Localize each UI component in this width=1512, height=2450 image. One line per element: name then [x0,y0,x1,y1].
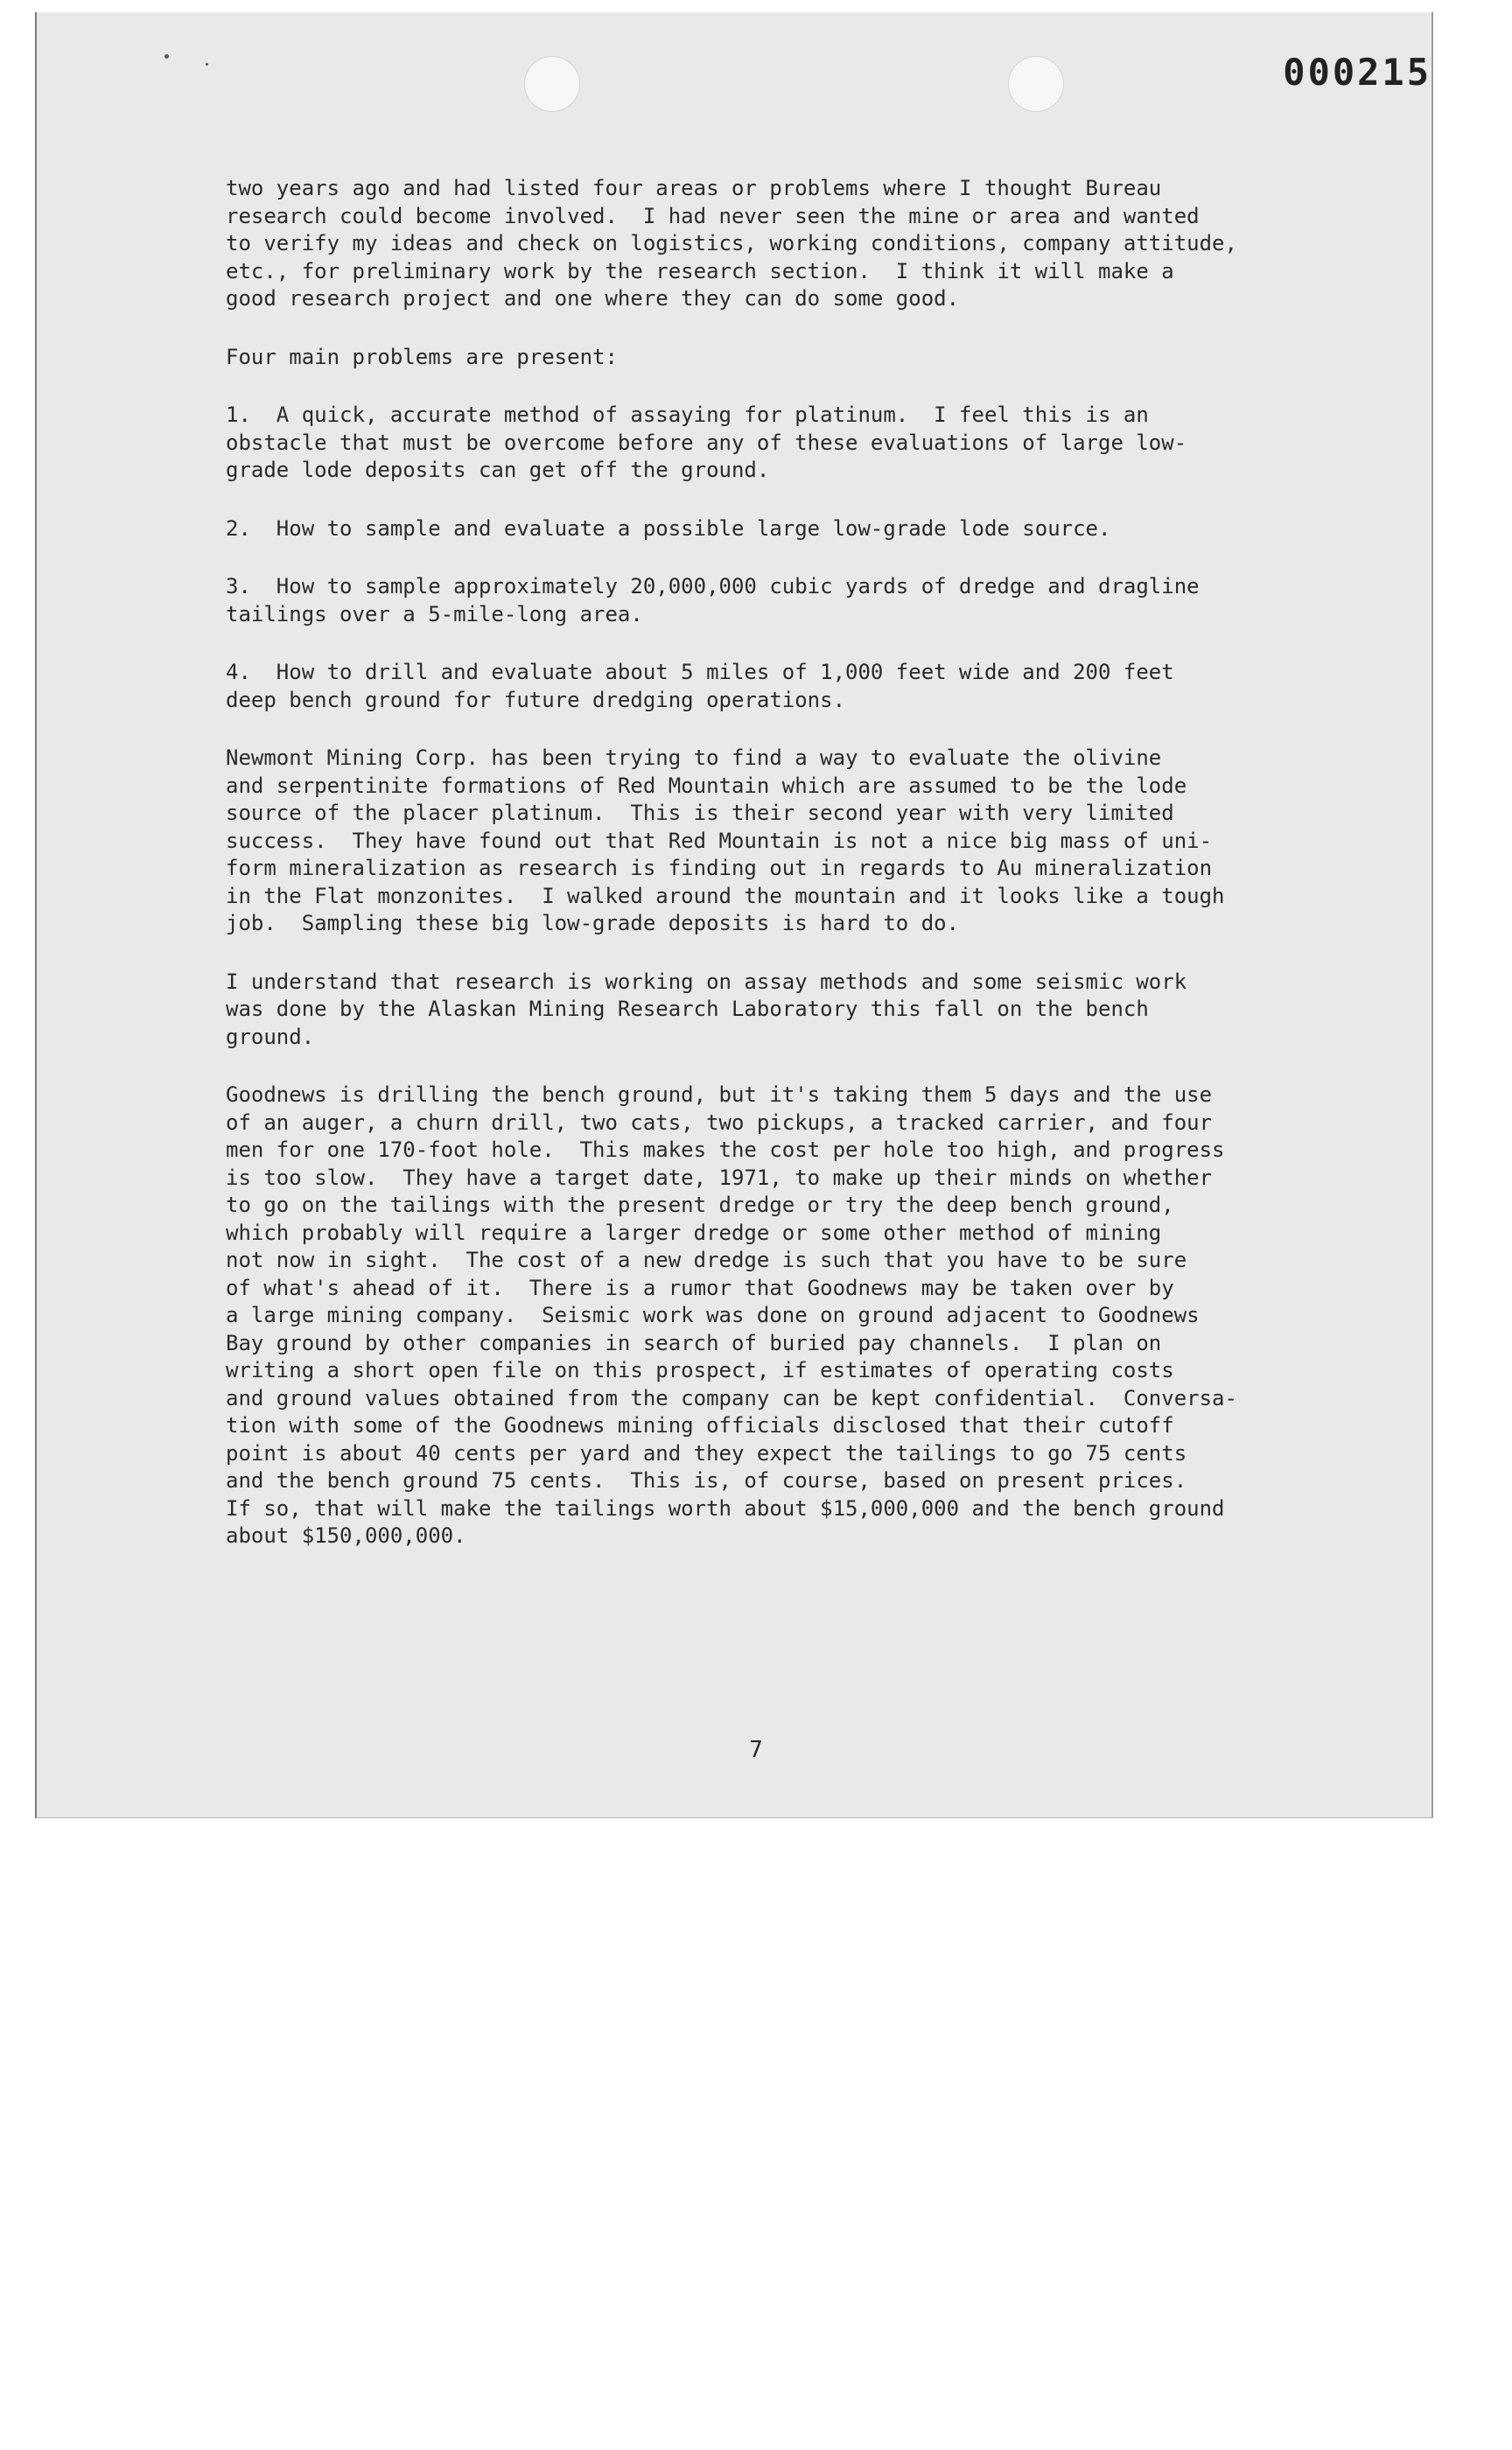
paragraph-problems-heading: Four main problems are present: [226,344,618,369]
scan-speck [164,54,169,59]
paragraph-problem-3: 3. How to sample approximately 20,000,000 cubic yards of dredge and dragline tailings over a 5-mile-long area. [226,574,1200,626]
paragraph-problem-1: 1. A quick, accurate method of assaying for platinum. I feel this is an obstacle that must be overcome before any of these evaluations of large low- grade lode deposits can get off the ground. [226,402,1187,482]
scan-speck [206,63,208,66]
paragraph-newmont: Newmont Mining Corp. has been trying to find a way to evaluate the olivine and serpentinite formations of Red Mountain which are assumed to be the lode source of the placer platinum. This is their second year with very limited success. They have found out that Red Mountain is not a nice big mass of uni- form mineralization as research is finding out in regards to Au mineralization in the Flat monzonites. I walked around the mountain and it looks like a tough job. Sampling these big low-grade deposits is hard to do. [226,746,1225,935]
punch-hole-left [524,56,580,112]
body-text [226,175,1381,1581]
document-number: 000215 [1283,51,1432,94]
paragraph-problem-2: 2. How to sample and evaluate a possible large low-grade lode source. [226,515,1111,541]
paragraph-research: I understand that research is working on assay methods and some seismic work was done by the Alaskan Mining Research Laboratory this fall on the bench ground. [226,969,1187,1049]
paragraph-goodnews: Goodnews is drilling the bench ground, but it's taking them 5 days and the use of an auger, a churn drill, two cats, two pickups, a tracked carrier, and four men for one 170-foot hole. This makes the cost per hole too high, and progress is too slow. They have a target date, 1971, to make up their minds on whether to go on the tailings with the present dredge or try the deep bench ground, which probably will require a larger dredge or some other method of mining not now in sight. The cost of a new dredge is such that you have to be sure of what's ahead of it. There is a rumor that Goodnews may be taken over by a large mining company. Seismic work was done on ground adjacent to Goodnews Bay ground by other companies in search of buried pay channels. I plan on writing a short open file on this prospect, if estimates of operating costs and ground values obtained from the company can be kept confidential. Conversa- tion with some of the Goodnews mining officials disclosed that their cutoff point is about 40 cents per yard and they expect the tailings to go 75 cents and the bench ground 75 cents. This is, of course, based on present prices. If so, that will make the tailings worth about $15,000,000 and the bench ground about $150,000,000. [226,1082,1237,1548]
page-number: 7 [749,1737,763,1763]
paragraph-problem-4: 4. How to drill and evaluate about 5 miles of 1,000 feet wide and 200 feet deep bench ground for future dredging operations. [226,660,1174,712]
paragraph-intro: two years ago and had listed four areas or problems where I thought Bureau research could become involved. I had never seen the mine or area and wanted to verify my ideas and check on logistics, working conditions, company attitude, etc., for preliminary work by the research section. I think it will make a good research project and one where they can do some good. [226,176,1237,311]
punch-hole-right [1008,56,1064,112]
